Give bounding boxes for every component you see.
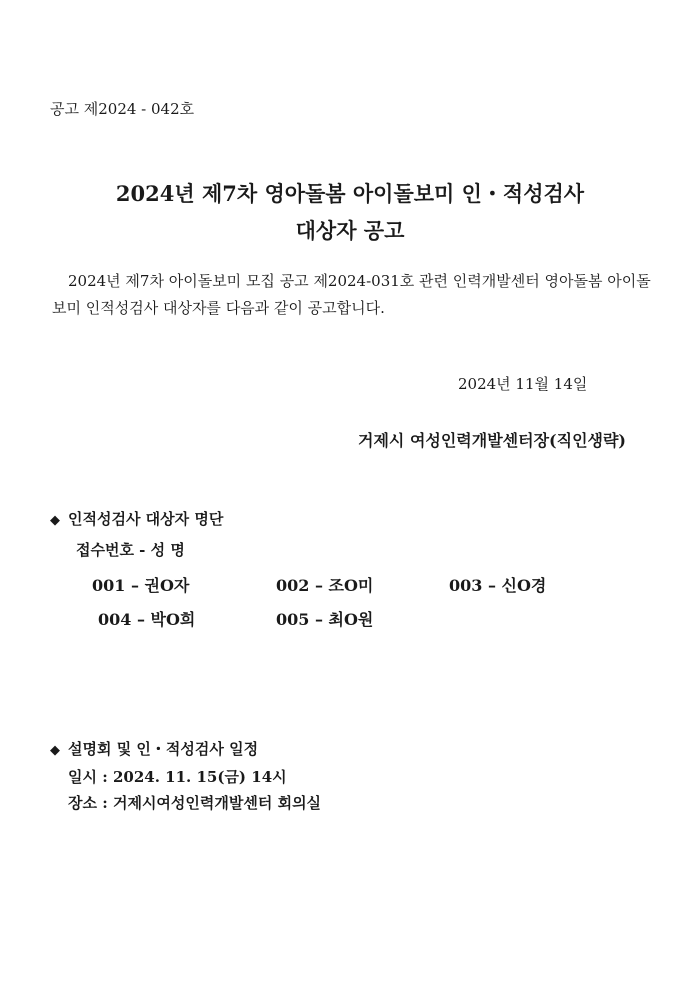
issuer: 거제시 여성인력개발센터장(직인생략) (358, 431, 627, 450)
schedule-datetime: 일시 : 2024. 11. 15(금) 14시 (68, 768, 287, 786)
candidates-heading-text: 인적성검사 대상자 명단 (68, 510, 224, 528)
title-line-1: 2024년 제7차 영아돌봄 아이돌보미 인・적성검사 (115, 181, 585, 206)
notice-date: 2024년 11월 14일 (458, 375, 588, 393)
candidate-item: 004 – 박O희 (98, 610, 196, 629)
notice-number: 공고 제2024 - 042호 (50, 100, 195, 118)
schedule-heading-text: 설명회 및 인・적성검사 일정 (68, 740, 259, 758)
candidate-item: 002 – 조O미 (276, 576, 374, 595)
title-line-2: 대상자 공고 (295, 218, 405, 243)
diamond-bullet-icon: ◆ (50, 743, 60, 758)
candidates-column-header: 접수번호 - 성 명 (76, 541, 185, 559)
schedule-section-heading (50, 738, 258, 759)
candidate-item: 005 – 최O원 (276, 610, 374, 629)
body-paragraph (52, 268, 662, 322)
body-text: 2024년 제7차 아이돌보미 모집 공고 제2024-031호 관련 인력개발센터 영아돌봄 아이돌보미 인적성검사 대상자를 다음과 같이 공고합니다. (52, 272, 651, 317)
candidates-section-heading (50, 508, 223, 529)
schedule-location: 장소 : 거제시여성인력개발센터 회의실 (68, 794, 322, 812)
candidate-item: 003 – 신O경 (449, 576, 547, 595)
candidate-item: 001 – 권O자 (92, 576, 190, 595)
diamond-bullet-icon: ◆ (50, 513, 60, 528)
